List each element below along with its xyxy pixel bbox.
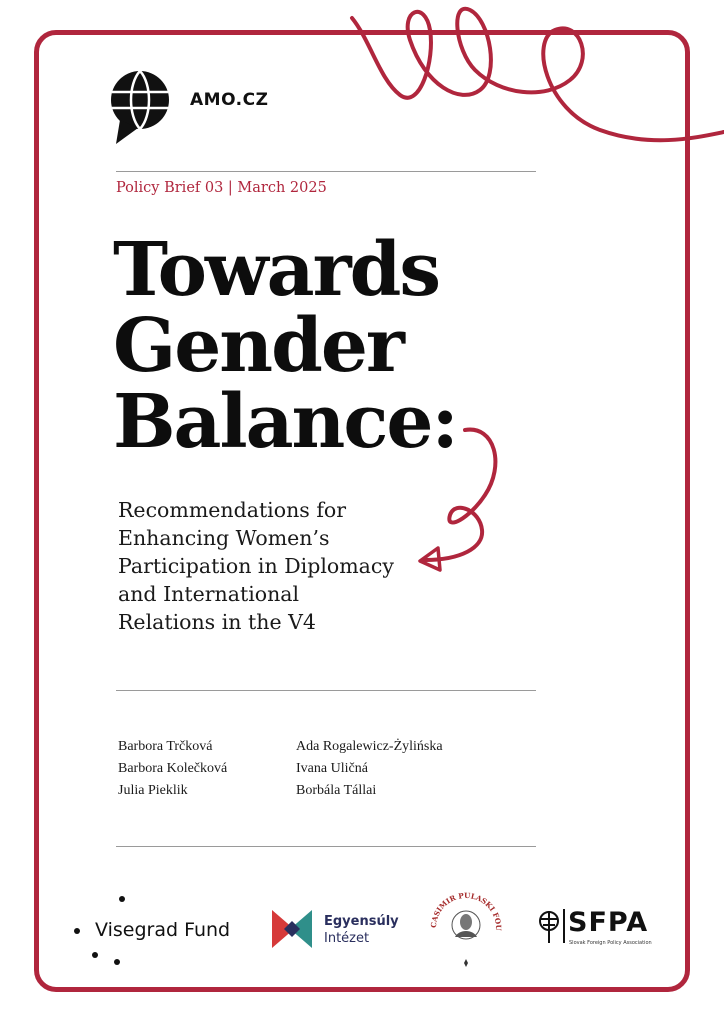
egyensuly-name: Egyensúly (324, 914, 399, 929)
sfpa-name: SFPA (568, 907, 649, 938)
egyensuly-bowtie-icon (272, 910, 312, 948)
subtitle-line: Relations in the V4 (118, 610, 316, 634)
author-name: Barbora Kolečková (118, 761, 228, 776)
partner-visegrad-fund (70, 892, 240, 967)
authors-right-column (296, 736, 443, 802)
publication-kicker: Policy Brief 03 | March 2025 (116, 180, 327, 196)
author-name: Barbora Trčková (118, 739, 213, 754)
author-name: Julia Pieklik (118, 783, 188, 798)
author-name: Ivana Uličná (296, 761, 368, 776)
author-name: Ada Rogalewicz-Żylińska (296, 739, 443, 754)
subtitle-line: Participation in Diplomacy (118, 554, 394, 578)
visegrad-fund-label: Visegrad Fund (95, 919, 231, 941)
title-line: Gender (113, 303, 403, 389)
subtitle-line: Enhancing Women’s (118, 526, 330, 550)
subtitle-line: Recommendations for (118, 498, 347, 522)
amo-globe-icon (110, 70, 170, 146)
sfpa-subname: Slovak Foreign Policy Association (569, 940, 652, 946)
pulaski-seal-icon (423, 885, 509, 971)
title-line: Balance: (113, 379, 457, 465)
title-line: Towards (113, 227, 439, 313)
sfpa-cross-icon (538, 907, 560, 945)
egyensuly-subname: Intézet (324, 931, 370, 946)
pulaski-arc-text: CASIMIR PULASKI FOU (428, 890, 504, 931)
subtitle-line: and International (118, 582, 300, 606)
publisher-logo-text: AMO.CZ (190, 90, 269, 110)
top-divider (116, 171, 536, 172)
partner-casimir-pulaski-foundation (423, 885, 509, 971)
partner-egyensuly-intezet (272, 910, 402, 950)
middle-divider (116, 690, 536, 691)
author-name: Borbála Tállai (296, 783, 377, 798)
document-subtitle (118, 496, 438, 636)
sfpa-divider (563, 909, 565, 943)
authors-left-column (118, 736, 227, 802)
partner-sfpa (538, 907, 658, 947)
bottom-divider (116, 846, 536, 847)
